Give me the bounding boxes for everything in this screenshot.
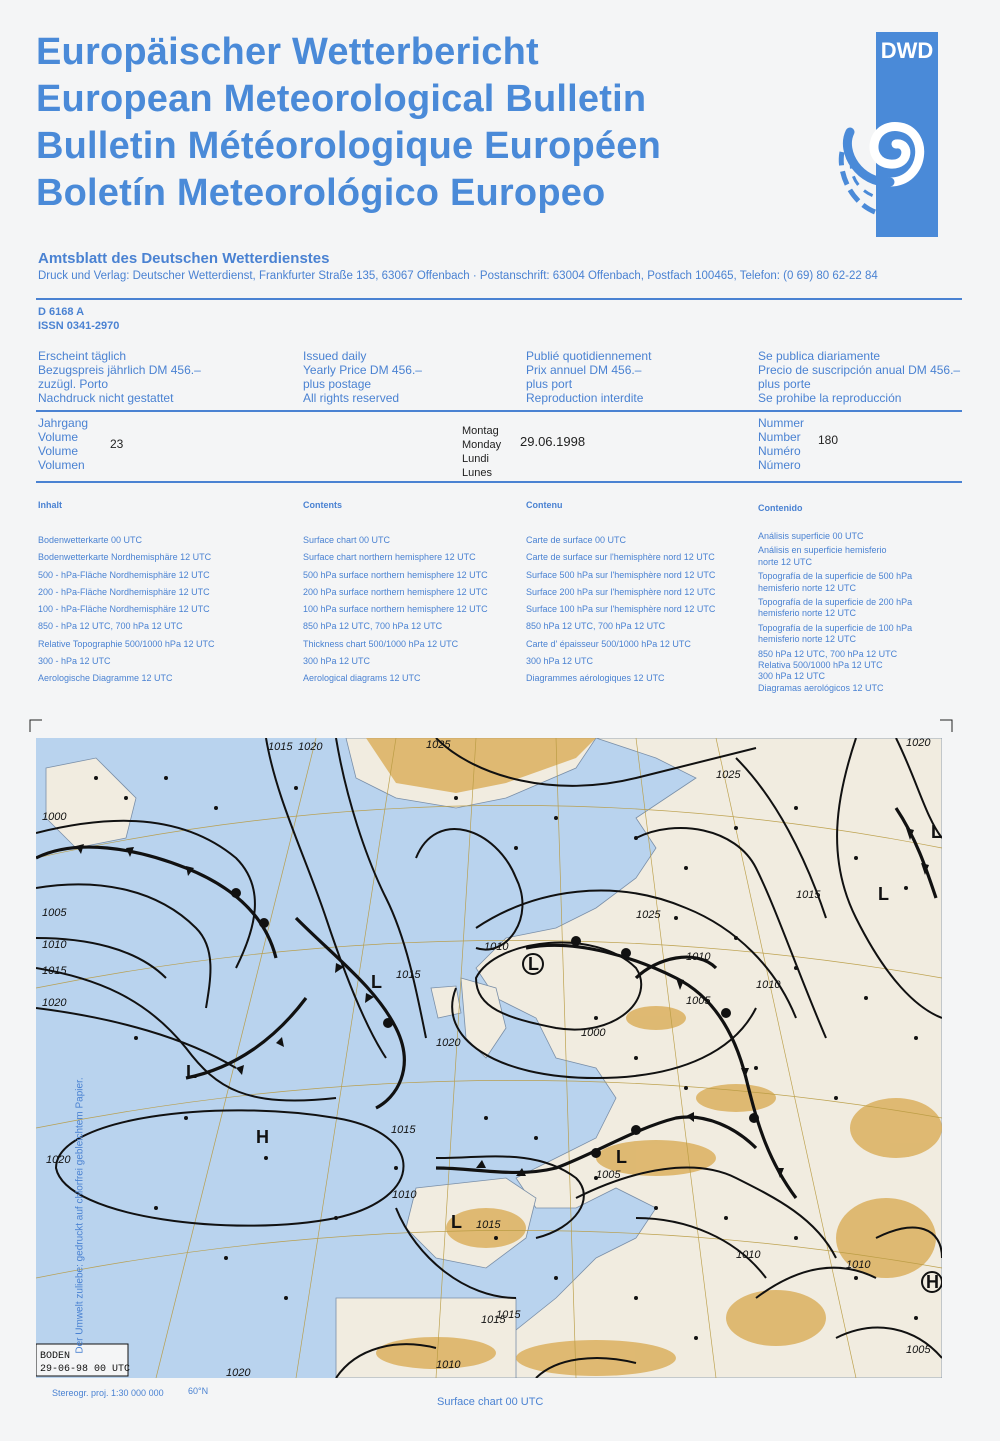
- toc-item: Surface chart 00 UTC: [303, 535, 391, 545]
- toc-item: Carte d' épaisseur 500/1000 hPa 12 UTC: [526, 638, 691, 649]
- isobar-label: 1010: [484, 941, 509, 953]
- number-labels: Nummer Number Numéro Número: [758, 416, 805, 472]
- isobar-label: 1010: [846, 1259, 871, 1271]
- toc-item: Diagrammes aérologiques 12 UTC: [526, 673, 665, 684]
- toc-item: 500 hPa surface northern hemisphere 12 UTC: [303, 569, 488, 580]
- toc-de: [38, 500, 298, 688]
- divider-1: [36, 298, 962, 300]
- publisher-line: Druck und Verlag: Deutscher Wetterdienst, Frankfurter Straße 135, 63067 Offenbach · Postanschrift: 63004 Offenbach, Postfach 100465, Telefon: (0 69) 80 62-22 84: [38, 270, 878, 282]
- toc-fr-list: [526, 532, 751, 688]
- toc-item: 850 - hPa 12 UTC, 700 hPa 12 UTC: [38, 621, 183, 632]
- toc-es-head: Contenido: [758, 503, 803, 513]
- toc-fr: [526, 500, 751, 688]
- toc-en-list: [303, 532, 523, 688]
- isobar-label: 1005: [42, 907, 67, 919]
- issue-col-de: Erscheint täglich Bezugspreis jährlich DM 456.– zuzügl. Porto Nachdruck nicht gestattet: [38, 349, 201, 405]
- toc-item: 100 - hPa-Fläche Nordhemisphäre 12 UTC: [38, 604, 210, 615]
- toc-item: Thickness chart 500/1000 hPa 12 UTC: [303, 638, 459, 649]
- volume-value: 23: [110, 437, 124, 451]
- title-fr: Bulletin Météorologique Européen: [36, 125, 661, 167]
- toc-item: 500 - hPa-Fläche Nordhemisphäre 12 UTC: [38, 569, 210, 580]
- toc-item: Diagramas aerológicos 12 UTC: [758, 682, 884, 693]
- isobar-label: 1015: [481, 1314, 506, 1326]
- toc-de-list: [38, 532, 298, 688]
- toc-item: Surface chart northern hemisphere 12 UTC: [303, 552, 476, 563]
- isobar-label: 1020: [298, 741, 323, 753]
- title-en: European Meteorological Bulletin: [36, 78, 647, 120]
- toc-item: 100 hPa surface northern hemisphere 12 UTC: [303, 604, 488, 615]
- toc-item: Relative Topographie 500/1000 hPa 12 UTC: [38, 638, 215, 649]
- toc-item: Aerologische Diagramme 12 UTC: [38, 673, 173, 684]
- toc-item: 850 hPa 12 UTC, 700 hPa 12 UTC: [303, 621, 443, 632]
- isobar-label: 1020: [906, 738, 931, 749]
- low-italy-label: L: [616, 1147, 627, 1167]
- toc-item: Topografía de la superficie de 500 hPa hemisferio norte 12 UTC: [758, 571, 913, 593]
- isobar-label: 1010: [392, 1189, 417, 1201]
- surface-weather-map: [36, 738, 942, 1378]
- low-iberia-label: L: [451, 1212, 462, 1232]
- toc-item: Topografía de la superficie de 100 hPa hemisferio norte 12 UTC: [758, 622, 913, 645]
- isobar-label: 1010: [686, 951, 711, 963]
- d-number: D 6168 A: [38, 306, 85, 318]
- isobar-label: 1020: [226, 1367, 251, 1378]
- stamp-line-2: 29-06-98 00 UTC: [40, 1364, 131, 1375]
- toc-item: Bodenwetterkarte Nordhemisphäre 12 UTC: [38, 552, 212, 563]
- toc-item: 850 hPa 12 UTC, 700 hPa 12 UTC: [526, 621, 666, 632]
- divider-3: [36, 481, 962, 483]
- official-gazette: Amtsblatt des Deutschen Wetterdienstes: [38, 250, 330, 267]
- logo-text: DWD: [880, 38, 934, 63]
- toc-en-head: Contents: [303, 500, 342, 510]
- low-scandinavia-label: L: [931, 822, 942, 842]
- toc-item: 300 hPa 12 UTC: [758, 671, 826, 682]
- toc-item: 200 hPa surface northern hemisphere 12 UTC: [303, 586, 488, 597]
- isobar-label: 1015: [476, 1219, 501, 1231]
- issue-number: 180: [818, 433, 839, 447]
- isobar-label: 1015: [268, 741, 293, 753]
- toc-fr-head: Contenu: [526, 500, 563, 510]
- projection-note: Stereogr. proj. 1:30 000 000: [52, 1388, 164, 1398]
- low-mid-atlantic-label: L: [371, 972, 382, 992]
- toc-es: [758, 503, 958, 694]
- isobar-label: 1020: [46, 1154, 71, 1166]
- issue-col-es: Se publica diariamente Precio de suscripción anual DM 456.– plus porte Se prohibe la reproducción: [758, 349, 961, 405]
- toc-item: Carte de surface 00 UTC: [526, 535, 627, 545]
- isobar-label: 1020: [436, 1037, 461, 1049]
- dwd-logo: [876, 32, 938, 237]
- isobar-label: 1020: [42, 997, 67, 1009]
- isobar-label: 1015: [496, 1309, 521, 1321]
- toc-de-head: Inhalt: [38, 500, 62, 510]
- toc-item: Surface 100 hPa sur l'hemisphère nord 12 UTC: [526, 604, 716, 615]
- toc-item: Carte de surface sur l'hemisphère nord 12 UTC: [526, 552, 715, 563]
- stamp-line-1: BODEN: [40, 1351, 71, 1362]
- environment-note: Der Umwelt zuliebe: gedruckt auf chlorfrei gebleichtem Papier.: [74, 1077, 86, 1354]
- divider-2: [36, 410, 962, 412]
- spiral-logo-icon: [830, 72, 940, 237]
- volume-labels: Jahrgang Volume Volume Volumen: [38, 416, 89, 472]
- toc-item: Análisis superficie 00 UTC: [758, 531, 864, 541]
- toc-item: Relativa 500/1000 hPa 12 UTC: [758, 660, 883, 671]
- high-atlantic-label: H: [256, 1127, 269, 1147]
- latitude-note: 60°N: [188, 1386, 209, 1396]
- map-svg: [36, 738, 942, 1378]
- isobar-label: 1025: [716, 769, 741, 781]
- isobar-label: 1010: [42, 939, 67, 951]
- toc-item: 200 - hPa-Fläche Nordhemisphäre 12 UTC: [38, 586, 210, 597]
- crop-mark-left: [28, 718, 42, 732]
- toc-item: Aerological diagrams 12 UTC: [303, 673, 421, 684]
- toc-item: 300 hPa 12 UTC: [526, 656, 594, 667]
- title-es: Boletín Meteorológico Europeo: [36, 172, 606, 214]
- title-de: Europäischer Wetterbericht: [36, 31, 539, 73]
- toc-item: Bodenwetterkarte 00 UTC: [38, 535, 143, 545]
- isobar-label: 1015: [396, 969, 421, 981]
- crop-mark-right: [940, 718, 954, 732]
- isobar-label: 1010: [736, 1249, 761, 1261]
- toc-en: [303, 500, 523, 688]
- toc-item: Topografía de la superficie de 200 hPa hemisferio norte 12 UTC: [758, 597, 913, 619]
- issue-col-en: Issued daily Yearly Price DM 456.– plus postage All rights reserved: [303, 349, 422, 405]
- isobar-label: 1005: [686, 995, 711, 1007]
- isobar-label: 1005: [596, 1169, 621, 1181]
- toc-es-list: [758, 531, 958, 694]
- isobar-label: 1015: [42, 965, 67, 977]
- toc-item: 300 - hPa 12 UTC: [38, 656, 111, 667]
- map-caption: Surface chart 00 UTC: [437, 1396, 544, 1408]
- toc-item: 300 hPa 12 UTC: [303, 656, 371, 667]
- low-west-label: L: [186, 1062, 197, 1082]
- low-northeast-label: L: [878, 884, 889, 904]
- isobar-label: 1025: [636, 909, 661, 921]
- isobar-label: 1025: [426, 739, 451, 751]
- toc-item: 850 hPa 12 UTC, 700 hPa 12 UTC: [758, 648, 898, 659]
- isobar-label: 1005: [906, 1344, 931, 1356]
- isobar-label: 1010: [436, 1359, 461, 1371]
- weekday-block: Montag Monday Lundi Lunes: [462, 425, 502, 479]
- isobar-label: 1010: [756, 979, 781, 991]
- toc-item: Surface 200 hPa sur l'hemisphère nord 12 UTC: [526, 586, 716, 597]
- toc-item: Análisis en superficie hemisferio norte 12 UTC: [758, 545, 887, 567]
- isobar-label: 1000: [42, 811, 67, 823]
- issue-col-fr: Publié quotidiennement Prix annuel DM 456.– plus port Reproduction interdite: [526, 349, 652, 405]
- isobar-label: 1015: [391, 1124, 416, 1136]
- ids-block: [38, 305, 119, 333]
- issue-date: 29.06.1998: [520, 434, 586, 449]
- low-north-sea-label: L: [528, 954, 539, 974]
- toc-item: Surface 500 hPa sur l'hemisphère nord 12 UTC: [526, 569, 716, 580]
- isobar-label: 1000: [581, 1027, 606, 1039]
- issn: ISSN 0341-2970: [38, 320, 120, 332]
- high-east-label: H: [926, 1272, 939, 1292]
- isobar-label: 1015: [796, 889, 821, 901]
